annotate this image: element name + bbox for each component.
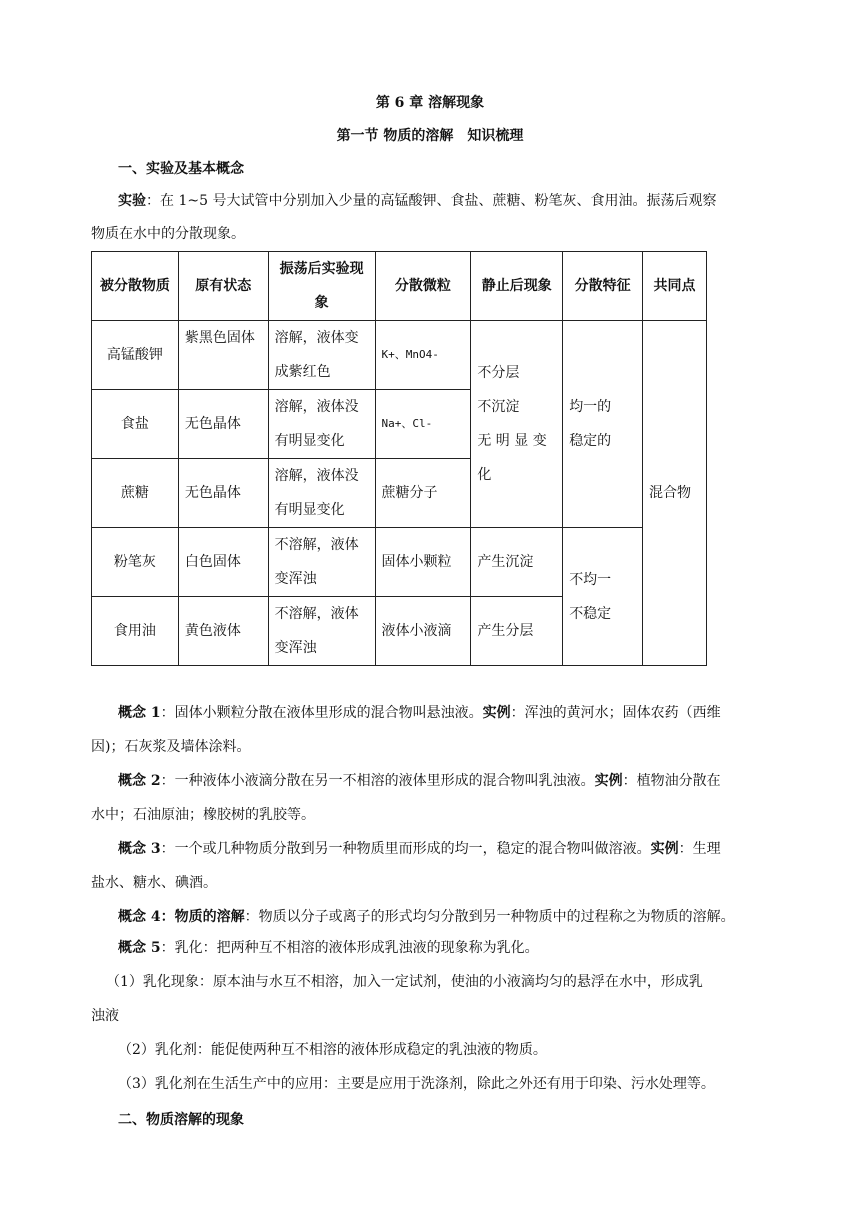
table-row	[92, 321, 707, 390]
cell-substance: 高锰酸钾	[92, 321, 179, 390]
concept-1-example-label: 实例	[482, 705, 511, 721]
concept-4	[118, 901, 778, 934]
cell-substance: 食盐	[92, 390, 179, 459]
concept-2-text: ：一种液体小液滴分散在另一不相溶的液体里形成的混合物叫乳浊液。	[160, 773, 595, 789]
emulsion-item-2: （2）乳化剂：能促使两种互不相溶的液体形成稳定的乳浊液的物质。	[118, 1042, 547, 1058]
feature-line: 稳定的	[569, 433, 612, 449]
concept-1-example: ：浑浊的黄河水；固体农药（西维	[510, 705, 721, 721]
feature-line: 不均一	[569, 571, 612, 588]
cell-substance: 粉笔灰	[92, 528, 179, 597]
concept-5-label: 概念 5	[118, 940, 161, 956]
cell-state: 无色晶体	[178, 390, 268, 459]
cell-particle: 液体小液滴	[375, 597, 471, 666]
cell-after: 产生沉淀	[471, 528, 563, 597]
concept-1	[118, 697, 778, 730]
concept-3	[118, 833, 778, 866]
feature-line: 均一的	[569, 399, 612, 415]
concept-3-line2: 盐水、糖水、碘酒。	[91, 875, 217, 891]
section-heading-1: 一、实验及基本概念	[118, 161, 244, 177]
concept-2	[118, 765, 778, 798]
cell-common: 混合物	[643, 321, 707, 666]
header-after: 静止后现象	[471, 252, 563, 321]
cell-after-merged	[471, 321, 563, 528]
cell-phenomenon: 不溶解，液体变浑浊	[268, 528, 375, 597]
feature-line: 不稳定	[569, 605, 612, 622]
after-line: 化	[477, 467, 492, 483]
header-state: 原有状态	[178, 252, 268, 321]
concept-3-example-label: 实例	[650, 841, 679, 857]
after-line: 无 明 显 变	[477, 433, 547, 449]
concept-3-label: 概念 3	[118, 841, 161, 857]
cell-after: 产生分层	[471, 597, 563, 666]
concept-2-example: ：植物油分散在	[622, 773, 721, 789]
header-phenomenon: 振荡后实验现象	[268, 252, 375, 321]
header-substance: 被分散物质	[92, 252, 179, 321]
cell-phenomenon: 溶解，液体没有明显变化	[268, 459, 375, 528]
emulsion-item-1: （1）乳化现象：原本油与水互不相溶，加入一定试剂，使油的小液滴均匀的悬浮在水中，形成乳	[106, 974, 703, 990]
cell-particle: Na+、Cl-	[375, 390, 471, 459]
concept-2-label: 概念 2	[118, 773, 161, 789]
cell-feature-bottom	[563, 528, 643, 666]
concept-1-line2: 因)；石灰浆及墙体涂料。	[91, 739, 251, 755]
concept-3-text: ：一个或几种物质分散到另一种物质里而形成的均一，稳定的混合物叫做溶液。	[160, 841, 651, 857]
experiment-text-line2: 物质在水中的分散现象。	[91, 226, 245, 242]
emulsion-item-1-line2: 浊液	[91, 1008, 119, 1024]
header-particle: 分散微粒	[375, 252, 471, 321]
cell-particle: 固体小颗粒	[375, 528, 471, 597]
header-feature: 分散特征	[563, 252, 643, 321]
header-common: 共同点	[643, 252, 707, 321]
section-subtitle: 第一节 物质的溶解 知识梳理	[336, 128, 524, 144]
cell-phenomenon: 溶解，液体没有明显变化	[268, 390, 375, 459]
table-header-row	[92, 252, 707, 321]
cell-feature-top	[563, 321, 643, 528]
concept-2-example-label: 实例	[594, 773, 623, 789]
section-heading-2: 二、物质溶解的现象	[118, 1112, 244, 1128]
experiment-table	[91, 251, 707, 666]
cell-substance: 蔗糖	[92, 459, 179, 528]
cell-state: 黄色液体	[178, 597, 268, 666]
cell-particle: K+、MnO4-	[375, 321, 471, 390]
emulsion-item-3: （3）乳化剂在生活生产中的应用：主要是应用于洗涤剂，除此之外还有用于印染、污水处理等。	[118, 1076, 715, 1092]
concept-5	[118, 932, 778, 965]
cell-state: 紫黑色固体	[178, 321, 268, 390]
concept-1-text: ：固体小颗粒分散在液体里形成的混合物叫悬浊液。	[160, 705, 483, 721]
concept-2-line2: 水中；石油原油；橡胶树的乳胶等。	[91, 807, 315, 823]
after-line: 不分层	[477, 365, 520, 381]
chapter-title: 第 6 章 溶解现象	[375, 95, 485, 111]
concept-4-label: 概念 4：物质的溶解	[118, 909, 245, 925]
cell-phenomenon: 溶解，液体变成紫红色	[268, 321, 375, 390]
experiment-text-line1: ：在 1~5 号大试管中分别加入少量的高锰酸钾、食盐、蔗糖、粉笔灰、食用油。振荡后观察	[146, 193, 717, 209]
concept-4-text: ：物质以分子或离子的形式均匀分散到另一种物质中的过程称之为物质的溶解。	[244, 909, 735, 925]
cell-substance: 食用油	[92, 597, 179, 666]
cell-particle: 蔗糖分子	[375, 459, 471, 528]
experiment-paragraph	[118, 185, 778, 218]
table-row	[92, 528, 707, 597]
cell-phenomenon: 不溶解，液体变浑浊	[268, 597, 375, 666]
after-line: 不沉淀	[477, 399, 520, 415]
experiment-label: 实验	[118, 193, 146, 209]
concept-1-label: 概念 1	[118, 705, 161, 721]
concept-3-example: ：生理	[678, 841, 721, 857]
cell-state: 无色晶体	[178, 459, 268, 528]
concept-5-text: ：乳化：把两种互不相溶的液体形成乳浊液的现象称为乳化。	[160, 940, 539, 956]
cell-state: 白色固体	[178, 528, 268, 597]
